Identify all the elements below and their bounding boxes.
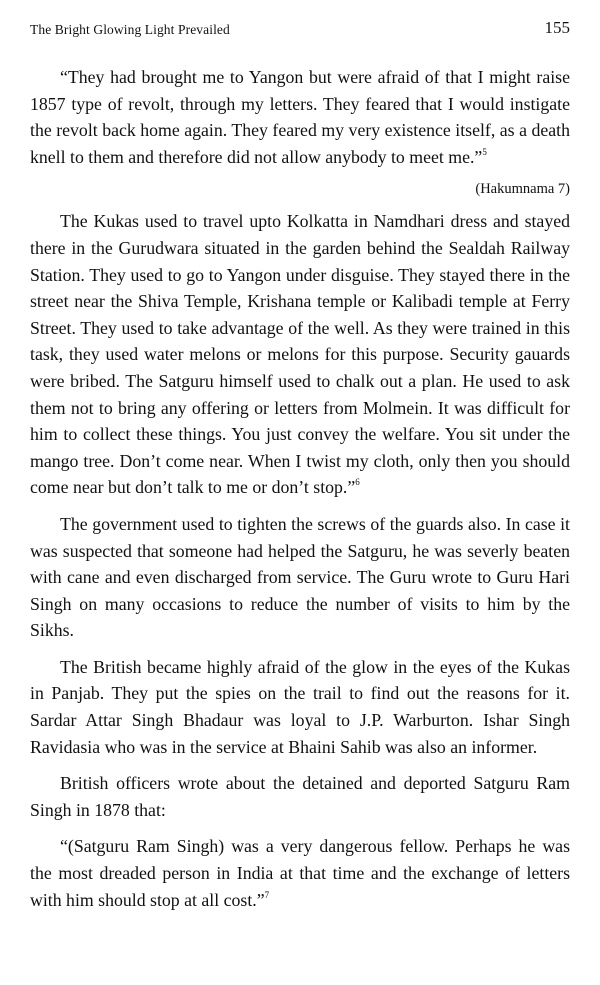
quote-paragraph xyxy=(30,64,570,170)
citation: (Hakumnama 7) xyxy=(475,181,570,198)
footnote-marker: 7 xyxy=(264,889,270,900)
paragraph xyxy=(30,654,570,760)
paragraph xyxy=(30,208,570,501)
paragraph-text: The Kukas used to travel upto Kolkatta in Namdhari dress and stayed there in the Gurudwara situated in the garden behind the Sealdah Railway Station. They used to go to Yangon under disguise. They stayed there in the street near the Shiva Temple, Krishana temple or Kalibadi temple at Ferry Street. They used to take advantage of the well. As they were trained in this task, they used water melons or melons for this purpose. Security gauards were bribed. The Satguru himself used to chalk out a plan. He used to ask them not to bring any offering or letters from Molmein. It was difficult for him to collect these things. You just convey the welfare. You sit under the mango tree. Don’t come near. When I twist my cloth, only then you should come near but don’t talk to me or don’t stop.” xyxy=(30,211,570,498)
paragraph-text: British officers wrote about the detained and deported Satguru Ram Singh in 1878 that: xyxy=(30,773,570,820)
paragraph xyxy=(30,511,570,644)
running-head: The Bright Glowing Light Prevailed xyxy=(30,22,230,37)
paragraph-text: The government used to tighten the screws of the guards also. In case it was suspected that someone had helped the Satguru, he was severly beaten with cane and even discharged from service. The Guru wrote to Guru Hari Singh on many occasions to reduce the number of visits to him by the Sikhs. xyxy=(30,513,570,641)
footnote-marker: 5 xyxy=(482,146,487,157)
paragraph-text: “They had brought me to Yangon but were afraid of that I might raise 1857 type of revolt, through my letters. They feared that I would instigate the revolt back home again. They feared my very existence itself, as a death knell to them and therefore did not allow anybody to meet me.” xyxy=(30,67,570,167)
page-number: 155 xyxy=(544,18,570,37)
paragraph xyxy=(30,770,570,823)
quote-paragraph xyxy=(30,833,570,913)
footnote-marker: 6 xyxy=(355,477,360,488)
page-header xyxy=(30,18,570,42)
paragraph-text: “(Satguru Ram Singh) was a very dangerous fellow. Perhaps he was the most dreaded person in India at that time and the exchange of letters with him should stop at all cost.” xyxy=(30,836,570,910)
page-body xyxy=(30,64,570,923)
paragraph-text: The British became highly afraid of the glow in the eyes of the Kukas in Panjab. They put the spies on the trail to find out the reasons for it. Sardar Attar Singh Bhadaur was loyal to J.P. Warburton. Ishar Singh Ravidasia who was in the service at Bhaini Sahib was also an informer. xyxy=(30,656,570,757)
